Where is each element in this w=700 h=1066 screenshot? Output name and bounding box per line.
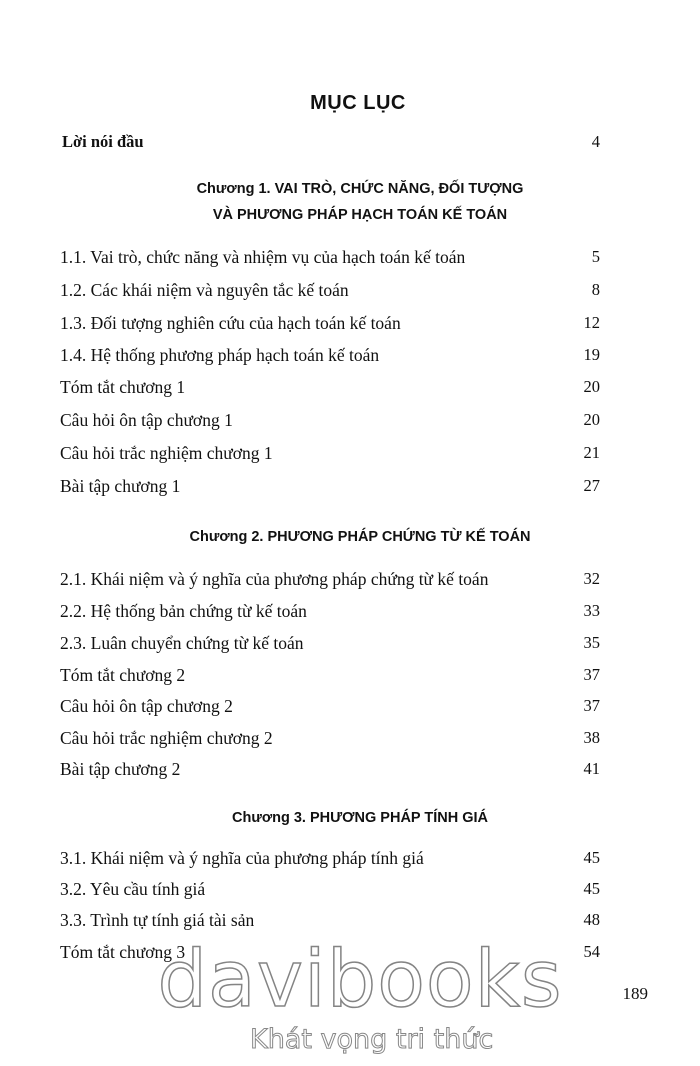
toc-entry-label: 1.4. Hệ thống phương pháp hạch toán kế toán [60, 345, 380, 365]
toc-entry [60, 343, 600, 367]
toc-entry-page: 45 [583, 879, 600, 898]
toc-entry-label: Câu hỏi trắc nghiệm chương 2 [60, 728, 273, 748]
chapter-2-heading: Chương 2. PHƯƠNG PHÁP CHỨNG TỪ KẾ TOÁN [189, 529, 531, 545]
toc-entry-preface [60, 130, 600, 154]
toc-entry [60, 567, 600, 591]
toc-entry [60, 599, 600, 623]
toc-entry-page: 20 [583, 377, 600, 396]
toc-entry-label: 2.1. Khái niệm và ý nghĩa của phương pháp chứng từ kế toán [60, 569, 489, 589]
toc-entry [60, 474, 600, 498]
toc-entry [60, 441, 600, 465]
toc-entry-page: 35 [583, 633, 600, 652]
toc-entry-label: 3.2. Yêu cầu tính giá [60, 879, 206, 899]
toc-entry [60, 877, 600, 901]
watermark-brand: davibooks [157, 935, 563, 1025]
toc-entry-page: 45 [583, 848, 600, 867]
toc-entry [60, 375, 600, 399]
toc-entry-label: 1.3. Đối tượng nghiên cứu của hạch toán kế toán [60, 313, 401, 333]
toc-entry-label: Câu hỏi trắc nghiệm chương 1 [60, 443, 273, 463]
toc-entry [60, 245, 600, 269]
toc-entry [60, 694, 600, 718]
toc-entry [60, 278, 600, 302]
toc-entry-page: 21 [583, 443, 600, 462]
toc-entry-page: 20 [583, 410, 600, 429]
toc-entry-label: Câu hỏi ôn tập chương 2 [60, 696, 233, 716]
toc-entry-label: Câu hỏi ôn tập chương 1 [60, 410, 233, 430]
toc-entry-page: 32 [583, 569, 600, 588]
chapter-1-heading-line-2: VÀ PHƯƠNG PHÁP HẠCH TOÁN KẾ TOÁN [212, 207, 508, 223]
toc-entry [60, 908, 600, 932]
toc-entry-page: 37 [583, 696, 600, 715]
toc-entry [60, 663, 600, 687]
toc-entry-page: 38 [583, 728, 600, 747]
toc-entry-label: 2.2. Hệ thống bản chứng từ kế toán [60, 601, 307, 621]
toc-entry-page: 54 [583, 942, 600, 961]
toc-entry-label: 2.3. Luân chuyển chứng từ kế toán [60, 633, 304, 653]
toc-entry [60, 757, 600, 781]
toc-entry-page: 8 [591, 280, 600, 299]
toc-entry [60, 726, 600, 750]
toc-entry-page: 5 [591, 247, 600, 266]
watermark-tagline: Khát vọng tri thức [250, 1024, 494, 1055]
page-number: 189 [622, 984, 648, 1003]
toc-entry-label: Tóm tắt chương 2 [60, 665, 186, 685]
chapter-1-heading-line-1: Chương 1. VAI TRÒ, CHỨC NĂNG, ĐỐI TƯỢNG [196, 181, 524, 197]
toc-entry [60, 408, 600, 432]
toc-entry-label: 3.3. Trình tự tính giá tài sản [60, 910, 255, 930]
toc-entry-label: Tóm tắt chương 3 [60, 942, 186, 962]
toc-entry-label: Lời nói đầu [62, 132, 144, 151]
toc-entry-page: 27 [583, 476, 600, 495]
toc-entry [60, 846, 600, 870]
toc-entry-label: 1.2. Các khái niệm và nguyên tắc kế toán [60, 280, 349, 300]
toc-entry-page: 48 [583, 910, 600, 929]
toc-entry-page: 37 [583, 665, 600, 684]
toc-entry-label: 3.1. Khái niệm và ý nghĩa của phương pháp tính giá [60, 848, 424, 868]
toc-entry-label: 1.1. Vai trò, chức năng và nhiệm vụ của hạch toán kế toán [60, 247, 466, 267]
toc-entry-label: Bài tập chương 2 [60, 759, 181, 779]
toc-entry-page: 12 [583, 313, 600, 332]
page-title: MỤC LỤC [310, 92, 406, 114]
toc-entry [60, 631, 600, 655]
toc-entry-label: Tóm tắt chương 1 [60, 377, 186, 397]
toc-entry [60, 311, 600, 335]
toc-entry-page: 41 [583, 759, 600, 778]
toc-entry-page: 33 [583, 601, 600, 620]
chapter-3-heading: Chương 3. PHƯƠNG PHÁP TÍNH GIÁ [231, 810, 488, 826]
toc-entry-page: 19 [583, 345, 600, 364]
toc-entry-page: 4 [591, 132, 600, 151]
toc-entry-label: Bài tập chương 1 [60, 476, 181, 496]
